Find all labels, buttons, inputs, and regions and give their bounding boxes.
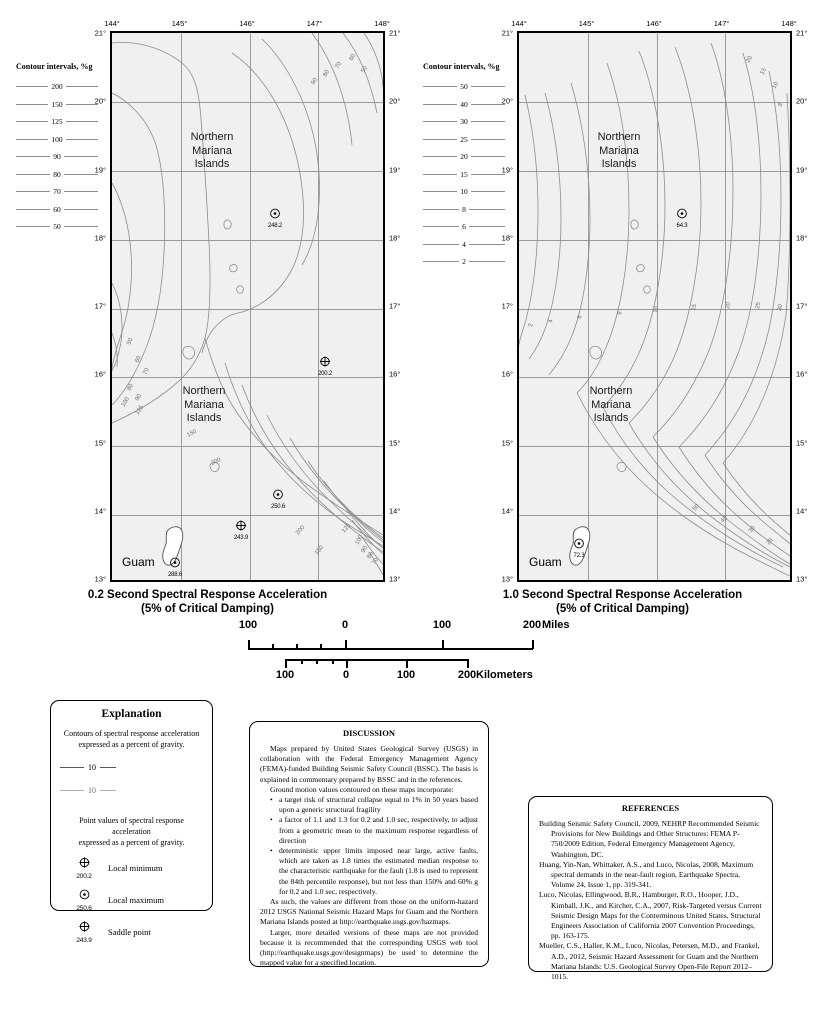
- longitude-tick-label: 146°: [646, 19, 662, 28]
- scale-km-tick: [406, 659, 408, 668]
- contour-interval-dash: [423, 174, 457, 175]
- contour-interval-dash: [469, 226, 505, 227]
- scale-miles-tick: [532, 640, 534, 649]
- longitude-tick-label: 144°: [511, 19, 527, 28]
- latitude-tick-label: 13°: [796, 574, 808, 584]
- latitude-tick-label: 17°: [501, 301, 513, 311]
- latitude-tick-label: 14°: [389, 506, 401, 516]
- svg-text:200: 200: [295, 524, 307, 537]
- point-value-288: 288.6: [167, 572, 183, 578]
- svg-text:6: 6: [577, 315, 584, 320]
- contour-interval-dash: [16, 139, 48, 140]
- scale-miles-tick: [296, 644, 298, 649]
- contour-interval-dash: [16, 226, 50, 227]
- latitude-tick-label: 16°: [501, 369, 513, 379]
- contour-interval-dash: [471, 156, 505, 157]
- longitude-tick-label: 147°: [713, 19, 730, 28]
- contour-interval-value: 4: [462, 239, 466, 249]
- contour-interval-value: 200: [51, 82, 63, 92]
- discussion-bullet: • deterministic upper limits imposed near large, active faults, which are taken as 1.8 times the estimated median response to the characteristic earthquake for the fault (1.8 is used to represent the 84th percentile response), but not less than 150% and 60% g for 0.2 and 1.0 sec, respectively.: [270, 846, 478, 897]
- svg-text:70: 70: [334, 61, 344, 70]
- contour-interval-dash: [423, 156, 457, 157]
- contour-interval-value: 15: [460, 169, 468, 179]
- contour-legend-title: Contour intervals, %g: [16, 62, 93, 71]
- latitude-tick-label: 21°: [94, 28, 106, 38]
- label-northern-mariana-islands-south: Northern Mariana Islands: [182, 385, 226, 424]
- contour-interval-dash: [423, 139, 457, 140]
- contour-interval-row: [16, 96, 98, 114]
- contour-interval-row: [16, 131, 98, 149]
- latitude-tick-label: 20°: [501, 96, 513, 106]
- contour-interval-dash: [423, 244, 459, 245]
- contour-interval-value: 125: [51, 117, 63, 127]
- contour-interval-value: 10: [460, 187, 468, 197]
- svg-text:15: 15: [759, 67, 768, 76]
- map-title-line2: (5% of Critical Damping): [141, 603, 274, 615]
- svg-text:25: 25: [765, 537, 775, 547]
- contour-interval-row: [423, 113, 505, 131]
- contour-interval-dash: [423, 191, 457, 192]
- svg-text:50: 50: [360, 65, 370, 74]
- longitude-tick-label: 148°: [781, 19, 797, 28]
- contour-interval-dash: [66, 139, 98, 140]
- scale-miles-label-100l: 100: [238, 619, 258, 631]
- explanation-contour-sample-light: [60, 786, 160, 795]
- contour-interval-dash: [471, 86, 505, 87]
- explanation-row-saddle-point: [60, 919, 203, 944]
- scale-km-label-100l: 100: [275, 669, 295, 681]
- explanation-contour-sample-dark: [60, 763, 160, 772]
- contour-interval-dash: [423, 261, 459, 262]
- scale-km-label-200: 200: [457, 669, 477, 681]
- contour-interval-value: 6: [462, 222, 466, 232]
- svg-text:80: 80: [322, 69, 332, 78]
- svg-text:40: 40: [719, 515, 729, 525]
- contour-interval-dash: [423, 209, 459, 210]
- local-maximum-icon: [60, 887, 108, 912]
- contour-sample-value-light: 10: [88, 786, 96, 795]
- contour-interval-row: [423, 78, 505, 96]
- latitude-tick-label: 18°: [94, 233, 106, 243]
- latitude-tick-label: 20°: [94, 96, 106, 106]
- contour-interval-value: 40: [460, 99, 468, 109]
- point-value-243: 243.9: [233, 535, 249, 541]
- svg-text:100: 100: [120, 396, 132, 409]
- svg-text:200: 200: [210, 457, 222, 467]
- contour-interval-value: 60: [53, 204, 61, 214]
- discussion-box: [249, 721, 489, 967]
- map-title-10sec: [415, 588, 830, 616]
- svg-text:90: 90: [360, 545, 369, 554]
- svg-text:15: 15: [691, 303, 699, 312]
- contour-interval-dash: [64, 156, 98, 157]
- latitude-tick-label: 13°: [94, 574, 106, 584]
- latitude-tick-label: 17°: [796, 301, 808, 311]
- latitude-tick-label: 15°: [501, 438, 513, 447]
- svg-text:90: 90: [310, 77, 320, 86]
- map-panel-10sec: [415, 0, 830, 615]
- latitude-tick-label: 13°: [389, 574, 401, 584]
- point-saddle-243: [236, 518, 247, 536]
- svg-text:8: 8: [617, 311, 624, 316]
- scale-miles-unit: Miles: [542, 619, 570, 631]
- explanation-point-text: [60, 815, 203, 848]
- latitude-tick-label: 19°: [501, 165, 513, 174]
- discussion-para3: As such, the values are different from those on the uniform-hazard 2012 USGS National Seismic Hazard Maps for Guam and the Northern Mariana Islands posted at http://earthquake.usgs.gov/hazmaps.: [260, 897, 478, 927]
- svg-text:20: 20: [725, 301, 733, 310]
- contour-interval-row: [423, 166, 505, 184]
- svg-text:50: 50: [126, 337, 135, 346]
- svg-text:30: 30: [777, 303, 785, 312]
- latitude-tick-label: 15°: [389, 438, 401, 447]
- contour-interval-dash: [469, 244, 505, 245]
- contour-interval-value: 2: [462, 257, 466, 267]
- scale-km-tick: [467, 659, 469, 668]
- scale-miles-tick: [320, 644, 322, 649]
- contour-legend-02sec: [16, 62, 98, 236]
- longitude-tick-label: 145°: [578, 19, 595, 28]
- latitude-tick-label: 20°: [389, 96, 401, 106]
- contour-interval-row: [423, 218, 505, 236]
- contour-interval-row: [423, 253, 505, 271]
- contour-interval-row: [423, 148, 505, 166]
- contour-line-dark: [100, 767, 116, 768]
- svg-text:10: 10: [653, 305, 661, 314]
- scale-miles-label-0: 0: [341, 619, 349, 631]
- contour-interval-row: [423, 201, 505, 219]
- svg-text:150: 150: [314, 544, 326, 557]
- contour-interval-row: [423, 183, 505, 201]
- latitude-tick-label: 18°: [501, 233, 513, 243]
- latitude-tick-label: 19°: [389, 165, 401, 174]
- contour-interval-dash: [64, 191, 98, 192]
- latitude-tick-label: 18°: [389, 233, 401, 243]
- scale-km-label-0: 0: [342, 669, 350, 681]
- explanation-row-local-maximum: [60, 887, 203, 912]
- scale-km-bar: [285, 659, 467, 661]
- point-local-maximum-250: [273, 487, 284, 505]
- latitude-tick-label: 17°: [389, 301, 401, 311]
- explanation-contour-line1: Contours of spectral response acceleration: [63, 729, 200, 738]
- contour-interval-row: [16, 148, 98, 166]
- contour-interval-row: [16, 183, 98, 201]
- latitude-tick-label: 14°: [796, 506, 808, 516]
- scale-km-tick: [316, 659, 318, 664]
- svg-text:125: 125: [134, 404, 146, 417]
- scale-km-tick: [285, 659, 287, 668]
- point-value-250: 250.6: [270, 504, 286, 510]
- map-panel-02sec: [0, 0, 415, 615]
- contour-interval-row: [16, 113, 98, 131]
- point-local-maximum-64: [677, 206, 688, 224]
- label-northern-mariana-islands-north: Northern Mariana Islands: [597, 131, 641, 170]
- point-value-64: 64.3: [676, 223, 688, 229]
- contour-interval-value: 30: [460, 117, 468, 127]
- scale-miles-tick: [272, 644, 274, 649]
- contour-interval-value: 100: [51, 134, 63, 144]
- contour-interval-row: [16, 166, 98, 184]
- latitude-tick-label: 17°: [94, 301, 106, 311]
- point-local-maximum-72: [574, 536, 585, 554]
- discussion-bullet: • a factor of 1.1 and 1.3 for 0.2 and 1.0 sec, respectively, to adjust from a geometric mean to the maximum response regardless of direction: [270, 815, 478, 846]
- contour-layer-10sec: [519, 33, 790, 580]
- latitude-tick-label: 21°: [501, 28, 513, 38]
- contour-interval-dash: [16, 86, 48, 87]
- references-box: [528, 796, 773, 982]
- contour-interval-value: 150: [51, 99, 63, 109]
- svg-text:50: 50: [691, 503, 701, 513]
- scale-km-tick: [332, 659, 334, 664]
- contour-interval-dash: [423, 86, 457, 87]
- contour-interval-value: 70: [53, 187, 61, 197]
- latitude-tick-label: 20°: [796, 96, 808, 106]
- saddle-point-icon: [60, 919, 108, 944]
- explanation-box: [50, 700, 213, 944]
- longitude-tick-label: 145°: [171, 19, 188, 28]
- point-value-248: 248.2: [267, 223, 283, 229]
- scale-bars: [180, 618, 580, 684]
- saddle-point-value: 243.9: [76, 937, 92, 944]
- scale-km-label-100r: 100: [396, 669, 416, 681]
- contour-interval-row: [423, 236, 505, 254]
- contour-interval-dash: [423, 226, 459, 227]
- contour-interval-value: 90: [53, 152, 61, 162]
- contour-interval-dash: [16, 104, 48, 105]
- local-minimum-value: 200.2: [76, 873, 92, 880]
- discussion-bullet: • a target risk of structural collapse equal to 1% in 50 years based upon a generic structural fragility: [270, 795, 478, 815]
- contour-interval-dash: [16, 174, 50, 175]
- scale-miles-tick: [442, 640, 444, 649]
- scale-km-tick: [301, 659, 303, 664]
- contour-interval-value: 8: [462, 204, 466, 214]
- discussion-para1: Maps prepared by United States Geological Survey (USGS) in collaboration with the Federal Emergency Management Agency (FEMA)-funded Building Seismic Safety Council (BSSC). The basis is explained in commentary prepared by BSSC and in the references.: [260, 744, 478, 784]
- svg-text:10: 10: [771, 81, 780, 90]
- longitude-tick-label: 148°: [374, 19, 390, 28]
- contour-layer-02sec: [112, 33, 383, 580]
- reference-entry: Luco, Nicolas, Ellingwood, B.R., Hamburger, R.O., Hooper, J.D., Kimball, J.K., and Kircher, C.A., 2007, Risk-Targeted versus Current Seismic Design Maps for the Conterminous United States, Structural Engineers Association of California 2007 Convention Proceedings, pp. 163-175.: [539, 890, 762, 941]
- latitude-tick-label: 14°: [94, 506, 106, 516]
- contour-interval-dash: [471, 191, 505, 192]
- scale-miles-tick: [345, 640, 347, 649]
- contour-interval-row: [16, 78, 98, 96]
- contour-interval-dash: [423, 121, 457, 122]
- svg-text:4: 4: [548, 319, 555, 324]
- point-value-72: 72.3: [573, 553, 585, 559]
- contour-interval-dash: [64, 209, 98, 210]
- contour-interval-dash: [471, 139, 505, 140]
- explanation-row-local-minimum: [60, 855, 203, 880]
- scale-km-unit: Kilometers: [476, 669, 533, 681]
- contour-interval-dash: [471, 121, 505, 122]
- svg-text:60: 60: [348, 53, 358, 62]
- contour-interval-value: 50: [53, 222, 61, 232]
- local-minimum-icon: [60, 855, 108, 880]
- svg-text:125: 125: [341, 522, 353, 535]
- map-frame-10sec: [517, 31, 792, 582]
- longitude-tick-label: 146°: [239, 19, 255, 28]
- latitude-tick-label: 18°: [796, 233, 808, 243]
- contour-legend-title: Contour intervals, %g: [423, 62, 500, 71]
- svg-text:70: 70: [371, 557, 380, 566]
- contour-interval-dash: [16, 209, 50, 210]
- contour-interval-value: 50: [460, 82, 468, 92]
- contour-interval-dash: [66, 86, 98, 87]
- contour-interval-dash: [64, 226, 98, 227]
- saddle-point-label: Saddle point: [108, 926, 151, 937]
- svg-text:70: 70: [142, 367, 151, 376]
- discussion-heading: DISCUSSION: [343, 728, 395, 738]
- discussion-bullets: [260, 795, 478, 897]
- point-local-maximum-248: [270, 206, 281, 224]
- contour-line-dark: [60, 767, 84, 768]
- label-guam: Guam: [529, 555, 562, 569]
- point-value-200: 200.2: [317, 371, 333, 377]
- longitude-tick-label: 147°: [306, 19, 323, 28]
- latitude-tick-label: 21°: [389, 28, 401, 38]
- reference-entry: Building Seismic Safety Council, 2009, NEHRP Recommended Seismic Provisions for New Buildings and Other Structures: FEMA P-750/2009 Edition, Federal Emergency Management Agency, Washington, DC.: [539, 819, 760, 859]
- latitude-tick-label: 13°: [501, 574, 513, 584]
- latitude-tick-label: 15°: [94, 438, 106, 447]
- discussion-para4: Larger, more detailed versions of these maps are not provided because it is recommended that the corresponding USGS web tool (http://earthquake.usgs.gov/designmaps) be used to determine the mapped value for a specified location.: [260, 927, 478, 968]
- map-title-line1: 1.0 Second Spectral Response Acceleration: [502, 589, 743, 601]
- contour-line-light: [60, 790, 84, 791]
- map-title-02sec: [0, 588, 415, 616]
- longitude-tick-label: 144°: [104, 19, 120, 28]
- latitude-tick-label: 19°: [796, 165, 808, 174]
- explanation-point-line2: expressed as a percent of gravity.: [78, 838, 185, 847]
- svg-text:80: 80: [366, 551, 375, 560]
- latitude-tick-label: 14°: [501, 506, 513, 516]
- contour-interval-value: 80: [53, 169, 61, 179]
- contour-interval-value: 25: [460, 134, 468, 144]
- local-maximum-label: Local maximum: [108, 894, 164, 905]
- contour-interval-row: [16, 218, 98, 236]
- contour-sample-value-dark: 10: [88, 763, 96, 772]
- contour-interval-dash: [16, 191, 50, 192]
- contour-interval-dash: [66, 121, 98, 122]
- explanation-contour-text: [60, 728, 203, 750]
- contour-legend-10sec: [423, 62, 505, 271]
- map-frame-02sec: [110, 31, 385, 582]
- svg-text:2: 2: [528, 323, 535, 328]
- explanation-contour-line2: expressed as a percent of gravity.: [78, 740, 185, 749]
- contour-interval-dash: [16, 121, 48, 122]
- latitude-tick-label: 16°: [796, 369, 808, 379]
- svg-text:80: 80: [126, 383, 135, 392]
- local-minimum-label: Local minimum: [108, 862, 163, 873]
- svg-text:20: 20: [745, 55, 754, 64]
- latitude-tick-label: 15°: [796, 438, 808, 447]
- references-heading: REFERENCES: [621, 803, 680, 813]
- label-northern-mariana-islands-south: Northern Mariana Islands: [589, 385, 633, 424]
- latitude-tick-label: 21°: [796, 28, 808, 38]
- label-guam: Guam: [122, 555, 155, 569]
- explanation-heading: Explanation: [101, 708, 162, 720]
- point-saddle-200: [320, 354, 331, 372]
- contour-line-light: [100, 790, 116, 791]
- map-title-line2: (5% of Critical Damping): [556, 603, 689, 615]
- contour-interval-dash: [469, 261, 505, 262]
- contour-interval-row: [423, 131, 505, 149]
- svg-text:150: 150: [186, 428, 198, 439]
- svg-text:60: 60: [134, 355, 143, 364]
- scale-miles-bar: [248, 648, 533, 650]
- latitude-tick-label: 19°: [94, 165, 106, 174]
- svg-text:30: 30: [747, 525, 757, 535]
- reference-entry: Huang, Yin-Nan, Whittaker, A.S., and Luco, Nicolas, 2008, Maximum spectral demands in the near-fault region, Earthquake Spectra, Volume 24, Issue 1, pp. 319-341.: [539, 859, 754, 890]
- scale-miles-tick: [248, 640, 250, 649]
- svg-text:25: 25: [755, 301, 763, 310]
- latitude-tick-label: 16°: [389, 369, 401, 379]
- scale-km-tick: [346, 659, 348, 668]
- contour-interval-dash: [16, 156, 50, 157]
- scale-miles-label-200: 200: [522, 619, 542, 631]
- reference-entry: Mueller, C.S., Haller, K.M., Luco, Nicolas, Petersen, M.D., and Frankel, A.D., 2012, Seismic Hazard Assessment for Guam and the Northern Mariana Islands: U.S. Geological Survey Open-File Report 2012–1015.: [539, 941, 760, 982]
- contour-interval-dash: [469, 209, 505, 210]
- svg-text:90: 90: [134, 393, 144, 402]
- label-northern-mariana-islands-north: Northern Mariana Islands: [190, 131, 234, 170]
- contour-interval-row: [16, 201, 98, 219]
- local-maximum-value: 250.6: [76, 905, 92, 912]
- contour-interval-row: [423, 96, 505, 114]
- scale-miles-label-100r: 100: [432, 619, 452, 631]
- map-title-line1: 0.2 Second Spectral Response Acceleration: [87, 589, 328, 601]
- point-local-maximum-288: [170, 555, 181, 573]
- discussion-para2: Ground motion values contoured on these maps incorporate:: [270, 784, 454, 794]
- latitude-tick-label: 16°: [94, 369, 106, 379]
- contour-interval-value: 20: [460, 152, 468, 162]
- svg-text:8: 8: [777, 102, 785, 108]
- explanation-point-line1: Point values of spectral response acceleration: [79, 816, 184, 836]
- svg-text:100: 100: [354, 534, 365, 546]
- contour-interval-dash: [423, 104, 457, 105]
